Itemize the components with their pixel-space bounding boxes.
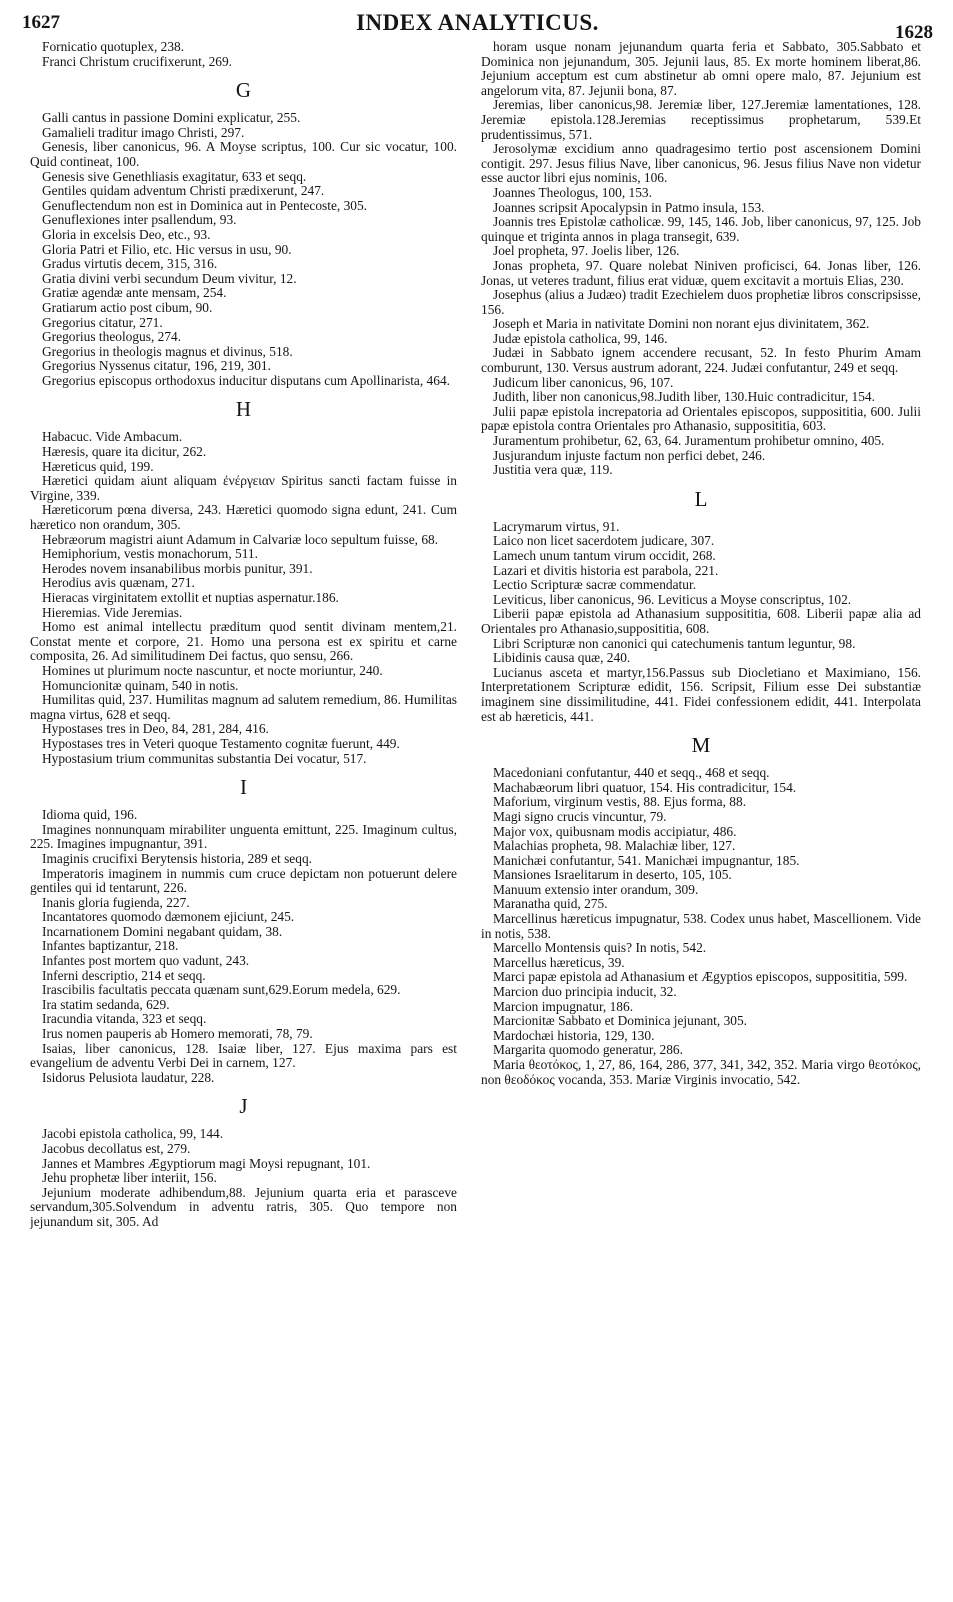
index-entry: Jerosolymæ excidium anno quadragesimo tertio post ascensionem Domini contigit. 297. Jesus filius Nave, liber canonicus, 96. Jesus filius Nave non videtur esse auctor libri ejus nominis, 106. (481, 141, 921, 186)
index-entry: Herodius avis quænam, 271. (42, 575, 195, 591)
index-entry: Idioma quid, 196. (42, 807, 138, 823)
index-entry: Jehu prophetæ liber interiit, 156. (42, 1170, 217, 1186)
index-entry: Hypostases tres in Deo, 84, 281, 284, 416. (42, 721, 269, 737)
entries-m (481, 766, 921, 1087)
index-entry: Genesis, liber canonicus, 96. A Moyse scriptus, 100. Cur sic vocatur, 100. Quid contineat, 100. (30, 139, 457, 169)
index-entry: Hebræorum magistri aiunt Adamum in Calvariæ loco sepultum fuisse, 68. (42, 531, 439, 547)
index-entry: Lacrymarum virtus, 91. (493, 518, 620, 534)
entries-i (30, 808, 457, 1085)
index-entry: Inanis gloria fugienda, 227. (42, 894, 190, 910)
index-entry: Ira statim sedanda, 629. (42, 996, 170, 1012)
index-entry: Libidinis causa quæ, 240. (493, 650, 631, 666)
section-letter-g: G (235, 78, 252, 103)
index-entry: Hypostasium trium communitas substantia Dei vocatur, 517. (42, 750, 367, 766)
index-entry: Fornicatio quotuplex, 238. (42, 40, 185, 54)
index-entry: Homo est animal intellectu præditum quod sentit divinam mentem,21. Constat mente et corpore, 21. Homo una persona est ex spiritu et carne composita, 26. Ad similitudinem Dei factus, quo sensu, 266. (30, 619, 457, 664)
index-entry: Infantes post mortem quo vadunt, 243. (42, 953, 250, 969)
index-entry: Genuflexiones inter psallendum, 93. (42, 212, 237, 228)
entries-j-continued (481, 40, 921, 478)
index-entry: Marcionitæ Sabbato et Dominica jejunant, 305. (493, 1013, 747, 1029)
section-letter-m: M (691, 733, 711, 758)
index-entry: Hæreticus quid, 199. (42, 458, 154, 474)
index-entry: Homines ut plurimum nocte nascuntur, et nocte moriuntur, 240. (42, 662, 383, 678)
index-entry: Margarita quomodo generatur, 286. (493, 1042, 683, 1058)
index-entry: Marcion duo principia inducit, 32. (493, 984, 677, 1000)
index-entry: Imperatoris imaginem in nummis cum cruce depictam non potuerunt delere gentiles qui id tentarunt, 226. (30, 865, 457, 896)
index-entry: Imagines nonnunquam mirabiliter unguenta emittunt, 225. Imaginum cultus, 225. Imagines impugnantur, 391. (30, 821, 457, 852)
index-entry: Incarnationem Domini negabant quidam, 38. (42, 923, 283, 939)
index-entry: Judæi in Sabbato ignem accendere recusant, 52. In festo Phurim Amam comburunt, 130. Versus austrum adorant, 224. Judæi confutantur, 249 et seqq. (481, 345, 921, 376)
index-entry: Jusjurandum injuste factum non perfici debet, 246. (493, 447, 766, 463)
index-entry: Imaginis crucifixi Berytensis historia, 289 et seqq. (42, 850, 312, 866)
index-entry: Irus nomen pauperis ab Homero memorati, 78, 79. (42, 1026, 313, 1042)
index-entry: Gamalieli traditur imago Christi, 297. (42, 124, 245, 140)
index-entry: Marcion impugnatur, 186. (493, 998, 634, 1014)
index-entry: Isidorus Pelusiota laudatur, 228. (42, 1069, 215, 1085)
index-entry: Marci papæ epistola ad Athanasium et Ægyptios episcopos, supposititia, 599. (493, 969, 908, 985)
index-entry: Jeremias, liber canonicus,98. Jeremiæ liber, 127.Jeremiæ lamentationes, 128. Jeremiæ epistola.128.Jeremias receptissimus prophetarum, 539.Et prudentissimus, 571. (481, 97, 921, 142)
section-letter-l: L (694, 486, 708, 511)
index-entry: Irascibilis facultatis peccata quænam sunt,629.Eorum medela, 629. (42, 982, 401, 998)
index-entry: Lamech unum tantum virum occidit, 268. (493, 548, 716, 563)
index-entry: Julii papæ epistola increpatoria ad Orientales episcopos, supposititia, 600. Julii papæ epistola contra Orientales pro Athanasio, supposititia, 603. (481, 403, 921, 434)
index-entry: Mansiones Israelitarum in deserto, 105, 105. (493, 867, 732, 883)
index-entry: Marcellus hæreticus, 39. (493, 954, 625, 970)
index-entry: Joseph et Maria in nativitate Domini non norant ejus divinitatem, 362. (493, 316, 870, 332)
entries-g (30, 111, 457, 388)
index-entry: Lectio Scripturæ sacræ commendatur. (493, 577, 697, 593)
index-entry: Lazari et divitis historia est parabola, 221. (493, 562, 719, 578)
index-entry: Galli cantus in passione Domini explicatur, 255. (42, 110, 301, 126)
index-entry: Judith, liber non canonicus,98.Judith liber, 130.Huic contradicitur, 154. (493, 389, 875, 405)
right-page-number: 1628 (895, 22, 933, 43)
index-entry: Franci Christum crucifixerunt, 269. (42, 53, 233, 69)
entries-l (481, 520, 921, 724)
index-entry: horam usque nonam jejunandum quarta feria et Sabbato, 305.Sabbato et Dominica non jejunandum, 305. Jejunii laus, 85. Ex morte hominem liberat,86. Jejunium acceptum est cum abstinetur ab omni opere malo, 87. Jejunium est angelorum vita, 87. Jejunii bona, 87. (481, 40, 921, 98)
index-entry: Gratiæ agendæ ante mensam, 254. (42, 285, 227, 301)
index-entry: Leviticus, liber canonicus, 96. Leviticus a Moyse conscriptus, 102. (493, 591, 852, 607)
index-entry: Jejunium moderate adhibendum,88. Jejunium quarta eria et parasceve servandum,305.Solvendum in adventu ratris, 305. Quo tempore non jejunandum sit, 305. Ad (30, 1184, 457, 1229)
index-entry: Magi signo crucis vincuntur, 79. (493, 808, 667, 824)
index-entry: Marcello Montensis quis? In notis, 542. (493, 940, 707, 956)
index-entry: Habacuc. Vide Ambacum. (42, 429, 183, 445)
left-page-number: 1627 (22, 12, 60, 33)
index-entry: Gregorius in theologis magnus et divinus, 518. (42, 343, 293, 359)
index-entry: Gloria in excelsis Deo, etc., 93. (42, 226, 211, 242)
index-entry: Gregorius citatur, 271. (42, 314, 163, 330)
index-entry: Gratiarum actio post cibum, 90. (42, 299, 213, 315)
index-entry: Jacobus decollatus est, 279. (42, 1141, 191, 1156)
index-entry: Josephus (alius a Judæo) tradit Ezechielem duos prophetiæ libros conscripsisse, 156. (481, 287, 921, 317)
index-entry: Judæ epistola catholica, 99, 146. (493, 330, 668, 346)
index-entry: Joannis tres Epistolæ catholicæ. 99, 145, 146. Job, liber canonicus, 97, 125. Job quinque et triginta annos in plaga transegit, 639. (481, 214, 921, 244)
section-letter-j: J (239, 1094, 248, 1119)
index-entry: Hieremias. Vide Jeremias. (42, 604, 183, 620)
index-entry: Juramentum prohibetur, 62, 63, 64. Juramentum prohibetur omnino, 405. (493, 433, 885, 449)
index-entry: Inferni descriptio, 214 et seqq. (42, 967, 206, 983)
index-entry: Jannes et Mambres Ægyptiorum magi Moysi repugnant, 101. (42, 1155, 371, 1171)
index-entry: Genuflectendum non est in Dominica aut in Pentecoste, 305. (42, 197, 368, 213)
index-entry: Joannes scripsit Apocalypsin in Patmo insula, 153. (493, 199, 765, 215)
index-entry: Hæretici quidam aiunt aliquam ἐνέργειαν Spiritus sancti factam fuisse in Virgine, 339. (30, 473, 457, 503)
left-column (30, 40, 457, 1585)
section-letter-h: H (235, 397, 252, 422)
index-entry: Joel propheta, 97. Joelis liber, 126. (493, 243, 680, 259)
index-entry: Mardochæi historia, 129, 130. (493, 1027, 655, 1043)
index-entry: Hæreticorum pœna diversa, 243. Hæretici quomodo signa edunt, 241. Cum hæretico non orandum, 305. (30, 502, 457, 533)
index-entry: Marcellinus hæreticus impugnatur, 538. Codex unus habet, Mascellionem. Vide in notis, 538. (481, 911, 921, 941)
index-entry: Hæresis, quare ita dicitur, 262. (42, 444, 207, 460)
index-entry: Genesis sive Genethliasis exagitatur, 633 et seqq. (42, 168, 307, 184)
index-entry: Hypostases tres in Veteri quoque Testamento cognitæ fuerunt, 449. (42, 735, 400, 751)
index-entry: Gloria Patri et Filio, etc. Hic versus in usu, 90. (42, 241, 292, 257)
index-entry: Jonas propheta, 97. Quare nolebat Niniven proficisci, 64. Jonas liber, 126. Jonas, ut veteres tradunt, filius erat viduæ, quem excitavit a mortuis Elias, 230. (481, 257, 921, 288)
index-entry: Maria θεοτόκος, 1, 27, 86, 164, 286, 377, 341, 342, 352. Maria virgo θεοτόκος, non θεοδόκος vocanda, 353. Mariæ Virginis invocatio, 542. (481, 1057, 921, 1087)
index-entry: Jacobi epistola catholica, 99, 144. (42, 1126, 224, 1142)
index-entry: Macedoniani confutantur, 440 et seqq., 468 et seqq. (493, 765, 770, 781)
index-entry: Isaias, liber canonicus, 128. Isaiæ liber, 127. Ejus maxima pars est evangelium de adventu Verbi Dei in carnem, 127. (30, 1040, 457, 1071)
index-entry: Gratia divini verbi secundum Deum vivitur, 12. (42, 270, 297, 286)
index-entry: Gradus virtutis decem, 315, 316. (42, 256, 218, 272)
entries-j (30, 1127, 457, 1229)
index-entry: Incantatores quomodo dæmonem ejiciunt, 245. (42, 909, 295, 925)
section-letter-i: I (240, 775, 247, 800)
entries-h (30, 430, 457, 766)
index-entry: Liberii papæ epistola ad Athanasium supposititia, 608. Liberii papæ alia ad Orientales pro Athanasio,supposititia, 608. (481, 606, 921, 636)
index-entry: Infantes baptizantur, 218. (42, 938, 179, 954)
index-entry: Herodes novem insanabilibus morbis punitur, 391. (42, 560, 313, 576)
index-entry: Malachias propheta, 98. Malachiæ liber, 127. (493, 838, 736, 854)
index-entry: Iracundia vitanda, 323 et seqq. (42, 1011, 207, 1027)
index-entry: Justitia vera quæ, 119. (493, 462, 613, 478)
index-entry: Judicum liber canonicus, 96, 107. (493, 374, 674, 390)
index-entry: Machabæorum libri quatuor, 154. His contradicitur, 154. (493, 779, 797, 795)
index-entry: Lucianus asceta et martyr,156.Passus sub Diocletiano et Maximiano, 156. Interpretationem Scripturæ edidit, 156. Scripsit, Filium esse Dei substantiæ imaginem sine dissimilitudine, 441. Fidei confessionem edidit, 441. Interpolata est ab hæreticis, 441. (481, 664, 921, 724)
index-entry: Hemiphorium, vestis monachorum, 511. (42, 546, 258, 562)
index-entry: Maranatha quid, 275. (493, 896, 608, 912)
index-entry: Gregorius theologus, 274. (42, 329, 182, 345)
index-entry: Laico non licet sacerdotem judicare, 307. (493, 533, 715, 549)
index-entry: Major vox, quibusnam modis accipiatur, 486. (493, 823, 737, 839)
index-entry: Joannes Theologus, 100, 153. (493, 184, 652, 200)
right-column (481, 40, 921, 1585)
running-title: INDEX ANALYTICUS. (356, 10, 599, 35)
entries-f (30, 40, 457, 69)
index-entry: Manichæi confutantur, 541. Manichæi impugnantur, 185. (493, 852, 800, 868)
index-entry: Gregorius Nyssenus citatur, 196, 219, 301. (42, 358, 271, 374)
index-entry: Humilitas quid, 237. Humilitas magnum ad salutem remedium, 86. Humilitas magna virtus, 628 et seqq. (30, 692, 457, 722)
index-entry: Maforium, virginum vestis, 88. Ejus forma, 88. (493, 794, 747, 810)
index-entry: Gregorius episcopus orthodoxus inducitur disputans cum Apollinarista, 464. (42, 372, 450, 388)
index-entry: Manuum extensio inter orandum, 309. (493, 881, 699, 897)
index-entry: Homuncionitæ quinam, 540 in notis. (42, 677, 239, 693)
index-entry: Hieracas virginitatem extollit et nuptias aspernatur.186. (42, 590, 339, 605)
index-entry: Libri Scripturæ non canonici qui catechumenis tantum leguntur, 98. (493, 635, 856, 651)
index-entry: Gentiles quidam adventum Christi prædixerunt, 247. (42, 183, 325, 199)
running-header (22, 8, 933, 42)
